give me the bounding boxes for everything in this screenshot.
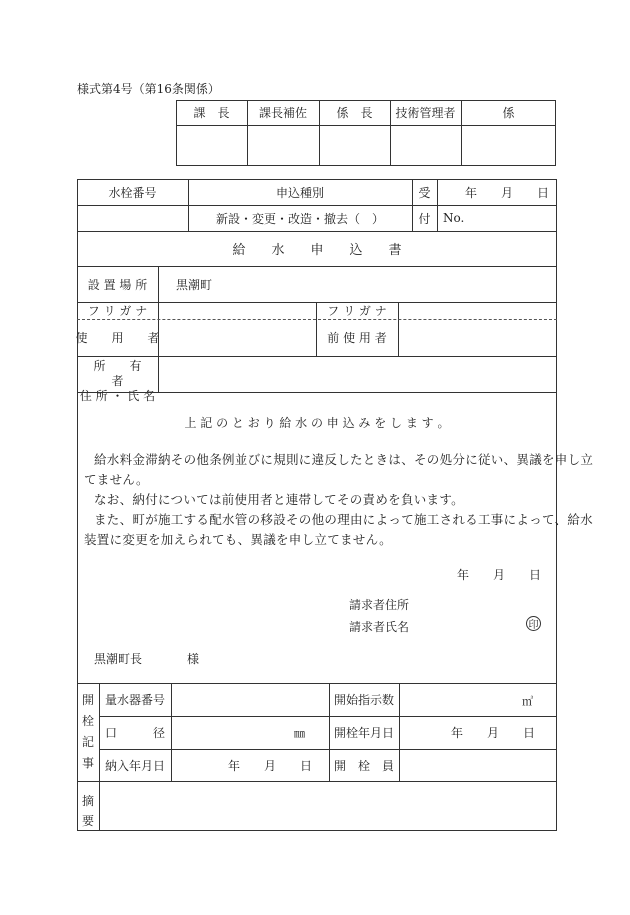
honorific: 様 xyxy=(187,652,200,666)
prev-user-label: 前 使 用 者 xyxy=(327,331,387,345)
install-date-value[interactable]: 年 月 日 xyxy=(227,758,312,773)
owner-label-line1: 所 有 者 xyxy=(93,359,166,388)
seal-mark: 印 xyxy=(526,616,541,631)
installation-location-value[interactable]: 黒潮町 xyxy=(176,277,213,292)
owner-label xyxy=(77,359,166,404)
application-type-label: 申込種別 xyxy=(275,185,324,200)
install-date-label: 納入年月日 xyxy=(104,758,165,773)
receipt-number-label[interactable]: No. xyxy=(443,211,465,225)
approval-header-subsection-chief: 係 長 xyxy=(336,106,373,120)
approval-header-staff: 係 xyxy=(502,106,515,120)
approval-stamp-cell[interactable] xyxy=(391,126,460,165)
approval-stamp-cell[interactable] xyxy=(462,126,555,165)
diameter-label: 口 径 xyxy=(104,726,165,740)
unit-cubic-meter: ㎥ xyxy=(522,695,533,708)
prev-user-furigana-field[interactable] xyxy=(399,303,556,318)
approval-header-section-chief: 課 長 xyxy=(193,106,230,120)
meter-device-number-field[interactable] xyxy=(172,684,328,715)
opener-label: 開 栓 員 xyxy=(333,758,394,773)
owner-field[interactable] xyxy=(159,357,556,391)
remarks-label: 摘 要 xyxy=(81,794,94,828)
receipt-date: 年 月 日 xyxy=(464,185,549,200)
application-type-options[interactable]: 新設・変更・改造・撤去（ ） xyxy=(215,211,384,226)
remarks-field[interactable] xyxy=(100,782,556,830)
unit-millimeter: ㎜ xyxy=(294,727,305,740)
approval-stamp-cell[interactable] xyxy=(248,126,318,165)
installation-location-label: 設 置 場 所 xyxy=(87,277,148,292)
claimant-address-label: 請求者住所 xyxy=(349,598,410,612)
owner-label-line2: 住 所 ・ 氏 名 xyxy=(79,389,156,403)
receipt-label-bottom: 付 xyxy=(418,211,431,226)
meter-number-field[interactable] xyxy=(78,206,187,230)
receipt-label-top: 受 xyxy=(418,185,431,200)
form-title: 給 水 申 込 書 xyxy=(232,243,402,258)
start-reading-label: 開始指示数 xyxy=(333,693,394,707)
statement-heading: 上 記 の と お り 給 水 の 申 込 み を し ま す 。 xyxy=(184,415,450,430)
form-number: 様式第4号（第16条関係） xyxy=(77,82,220,96)
statement-paragraph-3: また、町が施工する配水管の移設その他の理由によって施工される工事によって、給水 装置に変更を加えられても、異議を申し立てません。 xyxy=(84,512,593,547)
user-field[interactable] xyxy=(159,320,315,355)
user-furigana-field[interactable] xyxy=(159,303,315,318)
prev-user-field[interactable] xyxy=(399,320,556,355)
statement-paragraph-2: なお、納付については前使用者と連帯してその責めを負います。 xyxy=(94,492,464,507)
user-label: 使 用 者 xyxy=(75,331,160,345)
meter-number-label: 水栓番号 xyxy=(108,185,157,200)
open-date-value[interactable]: 年 月 日 xyxy=(450,726,535,740)
opening-records-side-label: 開 栓 記 事 xyxy=(81,693,94,770)
prev-user-furigana-label: フ リ ガ ナ xyxy=(327,304,387,318)
user-furigana-label: フ リ ガ ナ xyxy=(87,304,148,318)
approval-stamp-cell[interactable] xyxy=(320,126,389,165)
meter-device-number-label: 量水器番号 xyxy=(104,693,165,707)
approval-header-technical-manager: 技術管理者 xyxy=(395,106,456,120)
open-date-label: 開栓年月日 xyxy=(333,726,394,740)
approval-header-deputy-chief: 課長補佐 xyxy=(258,106,307,120)
statement-paragraph-1: 給水料金滞納その他条例並びに規則に違反したときは、その処分に従い、異議を申し立 てません。 xyxy=(84,452,594,487)
approval-stamp-cell[interactable] xyxy=(177,126,246,165)
claimant-name-label: 請求者氏名 xyxy=(349,620,410,634)
statement-date[interactable]: 年 月 日 xyxy=(457,568,542,582)
opener-field[interactable] xyxy=(400,750,556,780)
addressee: 黒潮町長 xyxy=(94,652,143,666)
